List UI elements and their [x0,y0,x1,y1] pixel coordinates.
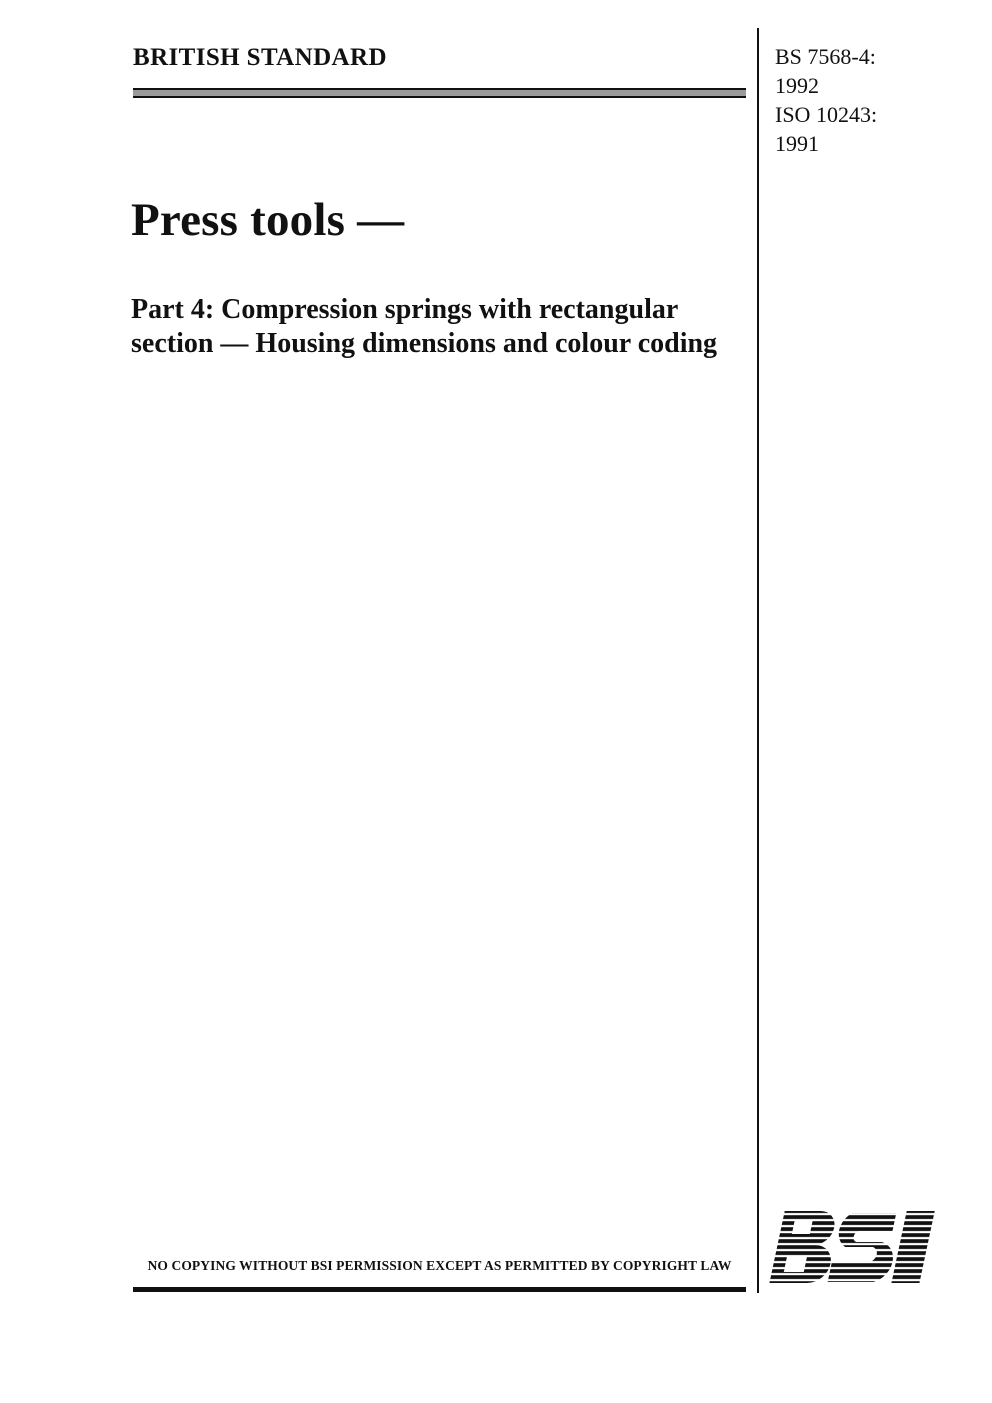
reference-line-bs-year: 1992 [775,73,819,99]
footer-divider-rule [133,1287,746,1292]
bsi-logo [768,1205,954,1293]
header-divider-rule [133,88,746,98]
standard-reference-block [775,42,975,158]
vertical-divider-rule [757,28,759,1293]
copyright-notice: NO COPYING WITHOUT BSI PERMISSION EXCEPT AS PERMITTED BY COPYRIGHT LAW [147,1258,732,1273]
reference-line-bs-number: BS 7568-4: [775,44,876,69]
reference-line-iso-number: ISO 10243: [775,102,878,128]
page-title: BRITISH STANDARD [133,44,387,71]
reference-line-iso-year: 1991 [775,131,819,157]
document-subtitle: Part 4: Compression springs with rectangular section — Housing dimensions and colour coding [131,294,718,360]
document-main-title: Press tools — [131,194,405,246]
